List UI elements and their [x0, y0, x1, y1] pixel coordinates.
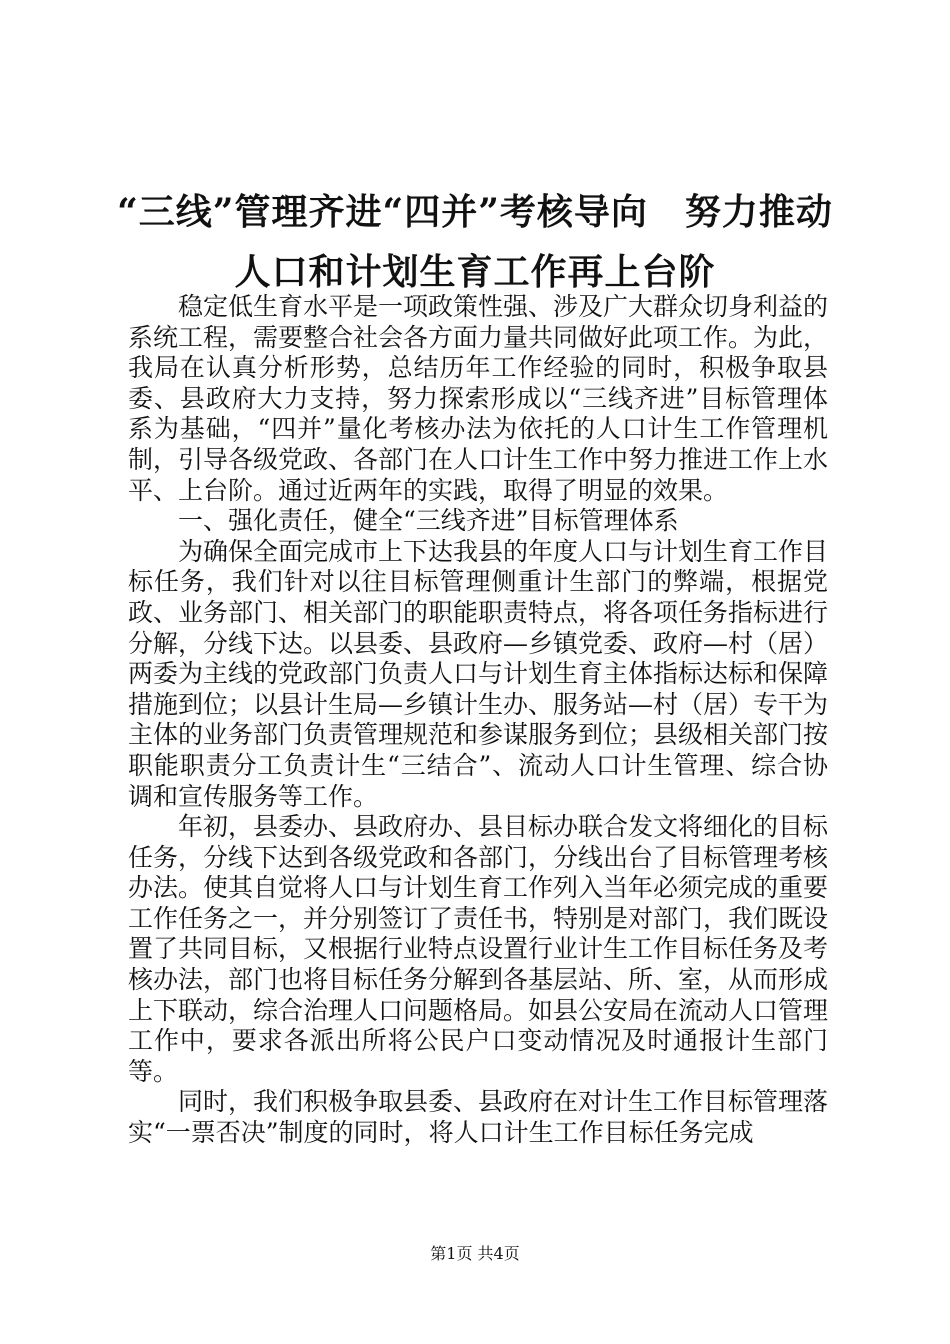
page-footer: 第1页 共4页 [430, 1244, 520, 1263]
body-paragraph-target-tasks: 为确保全面完成市上下达我县的年度人口与计划生育工作目标任务，我们针对以往目标管理侧重计生部门的弊端，根据党政、业务部门、相关部门的职能职责特点，将各项任务指标进行分解，分线下达。以县委、县政府—乡镇党委、政府—村（居）两委为主线的党政部门负责人口与计划生育主体指标达标和保障措施到位；以县计生局—乡镇计生办、服务站—村（居）专干为主体的业务部门负责管理规范和参谋服务到位；县级相关部门按职能职责分工负责计生“三结合”、流动人口计生管理、综合协调和宣传服务等工作。 [128, 536, 829, 811]
body-paragraph-annual-start: 年初，县委办、县政府办、县目标办联合发文将细化的目标任务，分线下达到各级党政和各部门，分线出台了目标管理考核办法。使其自觉将人口与计划生育工作列入当年必须完成的重要工作任务之一，并分别签订了责任书，特别是对部门，我们既设置了共同目标，又根据行业特点设置行业计生工作目标任务及考核办法，部门也将目标任务分解到各基层站、所、室，从而形成上下联动，综合治理人口问题格局。如县公安局在流动人口管理工作中，要求各派出所将公民户口变动情况及时通报计生部门等。 [128, 812, 829, 1086]
body-paragraph-intro: 稳定低生育水平是一项政策性强、涉及广大群众切身利益的系统工程，需要整合社会各方面力量共同做好此项工作。为此，我局在认真分析形势，总结历年工作经验的同时，积极争取县委、县政府大力支持，努力探索形成以“三线齐进”目标管理体系为基础，“四并”量化考核办法为依托的人口计生工作管理机制，引导各级党政、各部门在人口计生工作中努力推进工作上水平、上台阶。通过近两年的实践，取得了明显的效果。 [128, 292, 829, 505]
document-body [128, 292, 828, 1149]
section-heading-1: 一、强化责任，健全“三线齐进”目标管理体系 [178, 506, 679, 536]
body-paragraph-veto-system: 同时，我们积极争取县委、县政府在对计生工作目标管理落实“一票否决”制度的同时，将人口计生工作目标任务完成 [128, 1087, 829, 1148]
document-title: “三线”管理齐进“四并”考核导向 努力推动人口和计划生育工作再上台阶 [117, 191, 833, 293]
